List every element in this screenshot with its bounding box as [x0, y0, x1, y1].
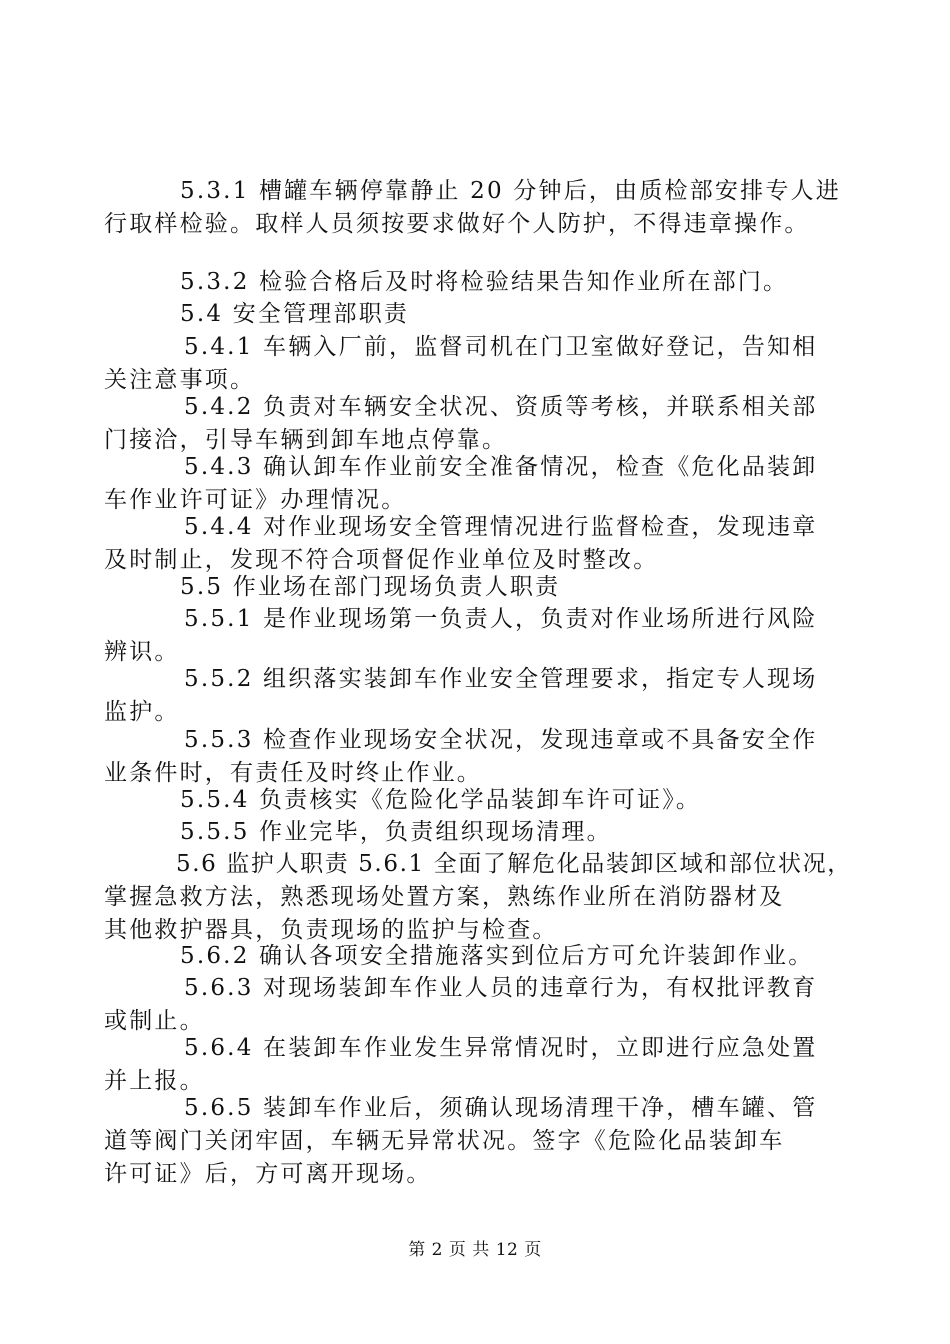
paragraph-line: 许可证》后，方可离开现场。 [104, 1161, 432, 1187]
paragraph-line: 业条件时，有责任及时终止作业。 [104, 760, 482, 786]
heading-5-5 [180, 571, 560, 604]
paragraph-line: 门接洽，引导车辆到卸车地点停靠。 [104, 427, 508, 453]
paragraph-line: 并上报。 [104, 1068, 205, 1094]
paragraph-5-5-5 [180, 816, 612, 849]
paragraph-line: 道等阀门关闭牢固，车辆无异常状况。签字《危险化品装卸车 [104, 1128, 785, 1154]
paragraph-5-3-2 [180, 266, 788, 299]
paragraph-5-6-4 [104, 1032, 818, 1098]
paragraph-5-5-4 [180, 784, 701, 817]
paragraph-line: 车作业许可证》办理情况。 [104, 487, 407, 513]
paragraph-line: 5.4.3 确认卸车作业前安全准备情况，检查《危化品装卸 [184, 454, 818, 480]
paragraph-line: 关注意事项。 [104, 367, 256, 393]
paragraph-5-4-4 [104, 511, 818, 577]
paragraph-line: 掌握急救方法，熟悉现场处置方案，熟练作业所在消防器材及 [104, 884, 785, 910]
paragraph-line: 行取样检验。取样人员须按要求做好个人防护，不得违章操作。 [104, 211, 810, 237]
paragraph-line: 监护。 [104, 699, 180, 725]
paragraph-line: 5.6.3 对现场装卸车作业人员的违章行为，有权批评教育 [184, 975, 818, 1001]
paragraph-line: 其他救护器具，负责现场的监护与检查。 [104, 917, 558, 943]
paragraph-5-4-3 [104, 451, 818, 517]
paragraph-5-3-1 [104, 175, 886, 241]
paragraph-5-5-1 [104, 603, 818, 669]
paragraph-5-6 [104, 848, 856, 947]
paragraph-5-5-3 [104, 724, 818, 790]
paragraph-line: 5.3.2 检验合格后及时将检验结果告知作业所在部门。 [180, 269, 789, 295]
paragraph-line: 5.4.4 对作业现场安全管理情况进行监督检查，发现违章 [184, 514, 818, 540]
paragraph-line: 5.3.1 槽罐车辆停靠静止 20 分钟后，由质检部安排专人进 [180, 178, 841, 204]
paragraph-line: 5.4.1 车辆入厂前，监督司机在门卫室做好登记，告知相 [184, 334, 818, 360]
paragraph-5-6-2 [180, 940, 813, 973]
paragraph-line: 5.5 作业场在部门现场负责人职责 [180, 574, 561, 600]
paragraph-5-6-3 [104, 972, 818, 1038]
page-footer: 第 2 页 共 12 页 [408, 1240, 542, 1260]
paragraph-5-4-1 [104, 331, 818, 397]
paragraph-5-6-5 [104, 1092, 864, 1191]
paragraph-line: 5.6 监护人职责 5.6.1 全面了解危化品装卸区域和部位状况， [176, 851, 852, 877]
paragraph-line: 及时制止，发现不符合项督促作业单位及时整改。 [104, 547, 659, 573]
paragraph-line: 5.5.3 检查作业现场安全状况，发现违章或不具备安全作 [184, 727, 818, 753]
paragraph-line: 5.5.4 负责核实《危险化学品装卸车许可证》。 [180, 787, 702, 813]
paragraph-line: 5.5.1 是作业现场第一负责人，负责对作业场所进行风险 [184, 606, 818, 632]
paragraph-line: 5.4.2 负责对车辆安全状况、资质等考核，并联系相关部 [184, 394, 818, 420]
paragraph-line: 5.5.5 作业完毕，负责组织现场清理。 [180, 819, 612, 845]
paragraph-line: 5.6.5 装卸车作业后，须确认现场清理干净，槽车罐、管 [184, 1095, 818, 1121]
paragraph-5-4-2 [104, 391, 818, 457]
paragraph-line: 5.4 安全管理部职责 [180, 301, 410, 327]
paragraph-line: 5.5.2 组织落实装卸车作业安全管理要求，指定专人现场 [184, 666, 818, 692]
paragraph-5-5-2 [104, 663, 818, 729]
heading-5-4 [180, 298, 409, 331]
paragraph-line: 辨识。 [104, 639, 180, 665]
paragraph-line: 5.6.2 确认各项安全措施落实到位后方可允许装卸作业。 [180, 943, 814, 969]
paragraph-line: 5.6.4 在装卸车作业发生异常情况时，立即进行应急处置 [184, 1035, 818, 1061]
paragraph-line: 或制止。 [104, 1008, 205, 1034]
